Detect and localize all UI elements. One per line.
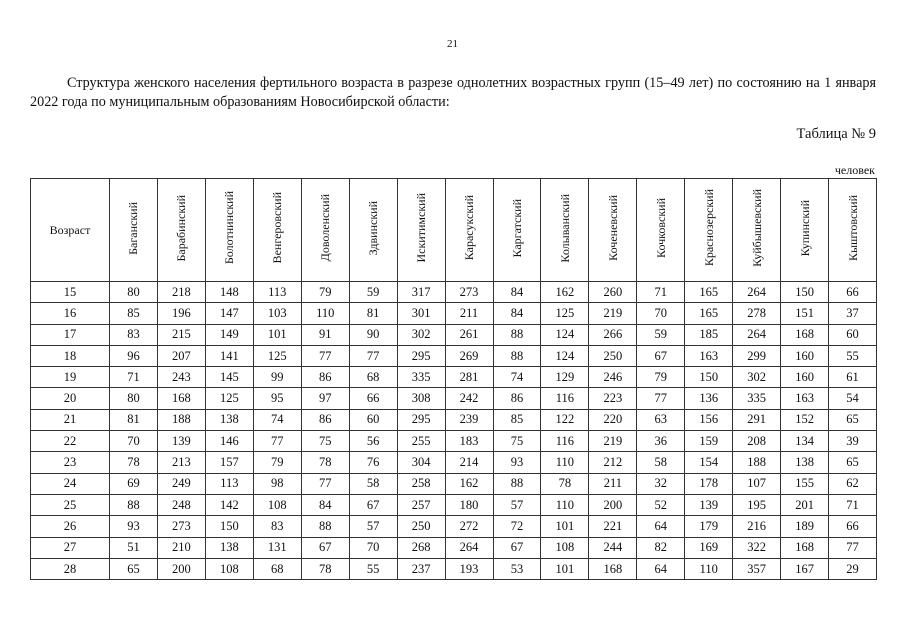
value-cell: 246 xyxy=(589,367,637,388)
value-cell: 110 xyxy=(541,494,589,515)
value-cell: 72 xyxy=(493,516,541,537)
value-cell: 159 xyxy=(685,431,733,452)
value-cell: 268 xyxy=(397,537,445,558)
value-cell: 108 xyxy=(541,537,589,558)
district-column-header xyxy=(110,179,158,282)
value-cell: 83 xyxy=(253,516,301,537)
value-cell: 255 xyxy=(397,431,445,452)
value-cell: 211 xyxy=(589,473,637,494)
value-cell: 239 xyxy=(445,409,493,430)
value-cell: 36 xyxy=(637,431,685,452)
table-row xyxy=(31,303,877,324)
value-cell: 71 xyxy=(637,282,685,303)
value-cell: 52 xyxy=(637,494,685,515)
value-cell: 258 xyxy=(397,473,445,494)
table-row xyxy=(31,388,877,409)
district-column-header xyxy=(445,179,493,282)
value-cell: 200 xyxy=(157,558,205,579)
district-column-header xyxy=(541,179,589,282)
value-cell: 68 xyxy=(349,367,397,388)
intro-paragraph: Структура женского населения фертильного возраста в разрезе однолетних возрастных групп (15–49 лет) по состоянию на 1 января 2022 года по муниципальным образованиям Новосибирской области: xyxy=(30,75,876,110)
value-cell: 71 xyxy=(829,494,877,515)
value-cell: 70 xyxy=(349,537,397,558)
value-cell: 157 xyxy=(205,452,253,473)
value-cell: 77 xyxy=(301,345,349,366)
value-cell: 122 xyxy=(541,409,589,430)
value-cell: 218 xyxy=(157,282,205,303)
district-name: Венгеровский xyxy=(270,192,285,264)
value-cell: 148 xyxy=(205,282,253,303)
value-cell: 208 xyxy=(733,431,781,452)
value-cell: 86 xyxy=(301,409,349,430)
value-cell: 163 xyxy=(781,388,829,409)
value-cell: 90 xyxy=(349,324,397,345)
district-column-header xyxy=(157,179,205,282)
value-cell: 264 xyxy=(445,537,493,558)
value-cell: 101 xyxy=(541,558,589,579)
value-cell: 134 xyxy=(781,431,829,452)
value-cell: 77 xyxy=(637,388,685,409)
value-cell: 155 xyxy=(781,473,829,494)
age-cell: 16 xyxy=(31,303,110,324)
age-cell: 27 xyxy=(31,537,110,558)
value-cell: 168 xyxy=(157,388,205,409)
table-label: Таблица № 9 xyxy=(796,126,876,142)
value-cell: 291 xyxy=(733,409,781,430)
value-cell: 98 xyxy=(253,473,301,494)
value-cell: 219 xyxy=(589,303,637,324)
age-cell: 26 xyxy=(31,516,110,537)
value-cell: 125 xyxy=(541,303,589,324)
table-row xyxy=(31,324,877,345)
value-cell: 167 xyxy=(781,558,829,579)
value-cell: 357 xyxy=(733,558,781,579)
value-cell: 150 xyxy=(685,367,733,388)
value-cell: 168 xyxy=(589,558,637,579)
value-cell: 302 xyxy=(397,324,445,345)
value-cell: 165 xyxy=(685,303,733,324)
value-cell: 139 xyxy=(157,431,205,452)
value-cell: 273 xyxy=(157,516,205,537)
value-cell: 154 xyxy=(685,452,733,473)
value-cell: 156 xyxy=(685,409,733,430)
value-cell: 65 xyxy=(829,452,877,473)
value-cell: 299 xyxy=(733,345,781,366)
age-cell: 17 xyxy=(31,324,110,345)
value-cell: 66 xyxy=(349,388,397,409)
value-cell: 59 xyxy=(637,324,685,345)
value-cell: 77 xyxy=(829,537,877,558)
value-cell: 302 xyxy=(733,367,781,388)
table-row xyxy=(31,473,877,494)
value-cell: 110 xyxy=(685,558,733,579)
value-cell: 322 xyxy=(733,537,781,558)
value-cell: 163 xyxy=(685,345,733,366)
value-cell: 88 xyxy=(493,473,541,494)
value-cell: 70 xyxy=(637,303,685,324)
value-cell: 335 xyxy=(397,367,445,388)
value-cell: 183 xyxy=(445,431,493,452)
district-name: Кочковский xyxy=(653,198,668,258)
value-cell: 139 xyxy=(685,494,733,515)
value-cell: 84 xyxy=(493,282,541,303)
value-cell: 304 xyxy=(397,452,445,473)
value-cell: 216 xyxy=(733,516,781,537)
age-cell: 28 xyxy=(31,558,110,579)
value-cell: 64 xyxy=(637,516,685,537)
value-cell: 116 xyxy=(541,388,589,409)
value-cell: 273 xyxy=(445,282,493,303)
value-cell: 165 xyxy=(685,282,733,303)
table-row xyxy=(31,409,877,430)
value-cell: 99 xyxy=(253,367,301,388)
value-cell: 65 xyxy=(110,558,158,579)
value-cell: 335 xyxy=(733,388,781,409)
value-cell: 219 xyxy=(589,431,637,452)
value-cell: 261 xyxy=(445,324,493,345)
value-cell: 150 xyxy=(205,516,253,537)
value-cell: 75 xyxy=(493,431,541,452)
age-cell: 15 xyxy=(31,282,110,303)
age-cell: 21 xyxy=(31,409,110,430)
district-name: Каргатский xyxy=(509,198,524,258)
value-cell: 250 xyxy=(589,345,637,366)
value-cell: 168 xyxy=(781,537,829,558)
value-cell: 207 xyxy=(157,345,205,366)
district-column-header xyxy=(589,179,637,282)
value-cell: 66 xyxy=(829,282,877,303)
value-cell: 201 xyxy=(781,494,829,515)
value-cell: 244 xyxy=(589,537,637,558)
value-cell: 200 xyxy=(589,494,637,515)
value-cell: 242 xyxy=(445,388,493,409)
table-row xyxy=(31,431,877,452)
value-cell: 212 xyxy=(589,452,637,473)
value-cell: 180 xyxy=(445,494,493,515)
value-cell: 223 xyxy=(589,388,637,409)
value-cell: 65 xyxy=(829,409,877,430)
value-cell: 57 xyxy=(349,516,397,537)
value-cell: 125 xyxy=(253,345,301,366)
value-cell: 61 xyxy=(829,367,877,388)
value-cell: 91 xyxy=(301,324,349,345)
value-cell: 168 xyxy=(781,324,829,345)
value-cell: 250 xyxy=(397,516,445,537)
value-cell: 221 xyxy=(589,516,637,537)
value-cell: 29 xyxy=(829,558,877,579)
value-cell: 189 xyxy=(781,516,829,537)
value-cell: 272 xyxy=(445,516,493,537)
value-cell: 77 xyxy=(301,473,349,494)
district-column-header xyxy=(733,179,781,282)
value-cell: 179 xyxy=(685,516,733,537)
value-cell: 66 xyxy=(829,516,877,537)
value-cell: 295 xyxy=(397,409,445,430)
district-name: Куйбышевский xyxy=(749,189,764,267)
table-row xyxy=(31,282,877,303)
district-name: Коченевский xyxy=(605,195,620,261)
value-cell: 80 xyxy=(110,388,158,409)
district-name: Краснозерский xyxy=(701,189,716,267)
district-name: Карасукский xyxy=(462,195,477,261)
age-cell: 22 xyxy=(31,431,110,452)
value-cell: 76 xyxy=(349,452,397,473)
value-cell: 160 xyxy=(781,345,829,366)
district-column-header xyxy=(493,179,541,282)
district-column-header xyxy=(685,179,733,282)
value-cell: 86 xyxy=(301,367,349,388)
value-cell: 138 xyxy=(205,409,253,430)
table-row xyxy=(31,558,877,579)
value-cell: 78 xyxy=(301,558,349,579)
value-cell: 81 xyxy=(110,409,158,430)
value-cell: 108 xyxy=(253,494,301,515)
page-number: 21 xyxy=(447,38,458,50)
value-cell: 37 xyxy=(829,303,877,324)
value-cell: 196 xyxy=(157,303,205,324)
age-column-header: Возраст xyxy=(31,179,110,282)
value-cell: 77 xyxy=(349,345,397,366)
table-row xyxy=(31,367,877,388)
value-cell: 142 xyxy=(205,494,253,515)
value-cell: 145 xyxy=(205,367,253,388)
value-cell: 60 xyxy=(829,324,877,345)
value-cell: 266 xyxy=(589,324,637,345)
value-cell: 74 xyxy=(253,409,301,430)
value-cell: 264 xyxy=(733,282,781,303)
value-cell: 74 xyxy=(493,367,541,388)
value-cell: 83 xyxy=(110,324,158,345)
value-cell: 162 xyxy=(541,282,589,303)
value-cell: 77 xyxy=(253,431,301,452)
value-cell: 78 xyxy=(301,452,349,473)
value-cell: 79 xyxy=(253,452,301,473)
value-cell: 152 xyxy=(781,409,829,430)
value-cell: 60 xyxy=(349,409,397,430)
value-cell: 141 xyxy=(205,345,253,366)
value-cell: 101 xyxy=(541,516,589,537)
value-cell: 95 xyxy=(253,388,301,409)
value-cell: 131 xyxy=(253,537,301,558)
district-name: Кыштовский xyxy=(845,195,860,261)
value-cell: 138 xyxy=(205,537,253,558)
value-cell: 78 xyxy=(110,452,158,473)
value-cell: 210 xyxy=(157,537,205,558)
value-cell: 214 xyxy=(445,452,493,473)
value-cell: 32 xyxy=(637,473,685,494)
value-cell: 113 xyxy=(205,473,253,494)
value-cell: 93 xyxy=(110,516,158,537)
value-cell: 97 xyxy=(301,388,349,409)
value-cell: 149 xyxy=(205,324,253,345)
value-cell: 85 xyxy=(110,303,158,324)
value-cell: 243 xyxy=(157,367,205,388)
value-cell: 70 xyxy=(110,431,158,452)
age-cell: 18 xyxy=(31,345,110,366)
value-cell: 125 xyxy=(205,388,253,409)
value-cell: 147 xyxy=(205,303,253,324)
district-name: Купинский xyxy=(797,199,812,257)
district-name: Баганский xyxy=(126,201,141,255)
value-cell: 84 xyxy=(301,494,349,515)
value-cell: 195 xyxy=(733,494,781,515)
value-cell: 79 xyxy=(637,367,685,388)
value-cell: 188 xyxy=(157,409,205,430)
value-cell: 84 xyxy=(493,303,541,324)
value-cell: 63 xyxy=(637,409,685,430)
value-cell: 86 xyxy=(493,388,541,409)
value-cell: 113 xyxy=(253,282,301,303)
value-cell: 93 xyxy=(493,452,541,473)
value-cell: 69 xyxy=(110,473,158,494)
value-cell: 80 xyxy=(110,282,158,303)
value-cell: 110 xyxy=(541,452,589,473)
district-name: Искитимский xyxy=(414,193,429,263)
value-cell: 78 xyxy=(541,473,589,494)
value-cell: 249 xyxy=(157,473,205,494)
value-cell: 178 xyxy=(685,473,733,494)
value-cell: 88 xyxy=(493,345,541,366)
value-cell: 146 xyxy=(205,431,253,452)
district-name: Колыванский xyxy=(557,193,572,263)
value-cell: 81 xyxy=(349,303,397,324)
value-cell: 188 xyxy=(733,452,781,473)
value-cell: 85 xyxy=(493,409,541,430)
value-cell: 88 xyxy=(493,324,541,345)
value-cell: 108 xyxy=(205,558,253,579)
district-name: Барабинский xyxy=(174,194,189,262)
district-column-header xyxy=(205,179,253,282)
value-cell: 58 xyxy=(637,452,685,473)
population-table xyxy=(30,178,877,580)
value-cell: 257 xyxy=(397,494,445,515)
value-cell: 67 xyxy=(637,345,685,366)
value-cell: 124 xyxy=(541,345,589,366)
value-cell: 64 xyxy=(637,558,685,579)
value-cell: 317 xyxy=(397,282,445,303)
value-cell: 160 xyxy=(781,367,829,388)
value-cell: 67 xyxy=(301,537,349,558)
table-body xyxy=(31,282,877,580)
value-cell: 54 xyxy=(829,388,877,409)
value-cell: 110 xyxy=(301,303,349,324)
value-cell: 264 xyxy=(733,324,781,345)
table-row xyxy=(31,494,877,515)
value-cell: 151 xyxy=(781,303,829,324)
value-cell: 301 xyxy=(397,303,445,324)
value-cell: 75 xyxy=(301,431,349,452)
value-cell: 55 xyxy=(349,558,397,579)
value-cell: 68 xyxy=(253,558,301,579)
value-cell: 56 xyxy=(349,431,397,452)
value-cell: 269 xyxy=(445,345,493,366)
value-cell: 260 xyxy=(589,282,637,303)
value-cell: 295 xyxy=(397,345,445,366)
value-cell: 211 xyxy=(445,303,493,324)
value-cell: 39 xyxy=(829,431,877,452)
value-cell: 82 xyxy=(637,537,685,558)
value-cell: 308 xyxy=(397,388,445,409)
age-cell: 25 xyxy=(31,494,110,515)
table-row xyxy=(31,452,877,473)
value-cell: 215 xyxy=(157,324,205,345)
value-cell: 278 xyxy=(733,303,781,324)
value-cell: 57 xyxy=(493,494,541,515)
value-cell: 67 xyxy=(349,494,397,515)
value-cell: 213 xyxy=(157,452,205,473)
value-cell: 58 xyxy=(349,473,397,494)
age-cell: 20 xyxy=(31,388,110,409)
district-column-header xyxy=(349,179,397,282)
value-cell: 162 xyxy=(445,473,493,494)
value-cell: 136 xyxy=(685,388,733,409)
value-cell: 237 xyxy=(397,558,445,579)
age-cell: 23 xyxy=(31,452,110,473)
district-column-header xyxy=(301,179,349,282)
value-cell: 96 xyxy=(110,345,158,366)
age-cell: 19 xyxy=(31,367,110,388)
value-cell: 138 xyxy=(781,452,829,473)
value-cell: 67 xyxy=(493,537,541,558)
district-column-header xyxy=(397,179,445,282)
value-cell: 59 xyxy=(349,282,397,303)
table-row xyxy=(31,537,877,558)
value-cell: 53 xyxy=(493,558,541,579)
table-row xyxy=(31,345,877,366)
district-column-header xyxy=(829,179,877,282)
district-name: Болотнинский xyxy=(222,191,237,265)
value-cell: 185 xyxy=(685,324,733,345)
value-cell: 124 xyxy=(541,324,589,345)
unit-label: человек xyxy=(834,163,875,177)
value-cell: 62 xyxy=(829,473,877,494)
value-cell: 129 xyxy=(541,367,589,388)
district-column-header xyxy=(637,179,685,282)
district-name: Доволенский xyxy=(318,194,333,262)
value-cell: 101 xyxy=(253,324,301,345)
value-cell: 220 xyxy=(589,409,637,430)
value-cell: 281 xyxy=(445,367,493,388)
value-cell: 107 xyxy=(733,473,781,494)
table-row xyxy=(31,516,877,537)
value-cell: 88 xyxy=(301,516,349,537)
district-name: Здвинский xyxy=(366,200,381,256)
age-cell: 24 xyxy=(31,473,110,494)
value-cell: 169 xyxy=(685,537,733,558)
value-cell: 103 xyxy=(253,303,301,324)
value-cell: 193 xyxy=(445,558,493,579)
value-cell: 55 xyxy=(829,345,877,366)
table-header-row xyxy=(31,179,877,282)
value-cell: 79 xyxy=(301,282,349,303)
district-column-header xyxy=(253,179,301,282)
value-cell: 88 xyxy=(110,494,158,515)
value-cell: 51 xyxy=(110,537,158,558)
value-cell: 116 xyxy=(541,431,589,452)
district-column-header xyxy=(781,179,829,282)
value-cell: 71 xyxy=(110,367,158,388)
value-cell: 150 xyxy=(781,282,829,303)
value-cell: 248 xyxy=(157,494,205,515)
